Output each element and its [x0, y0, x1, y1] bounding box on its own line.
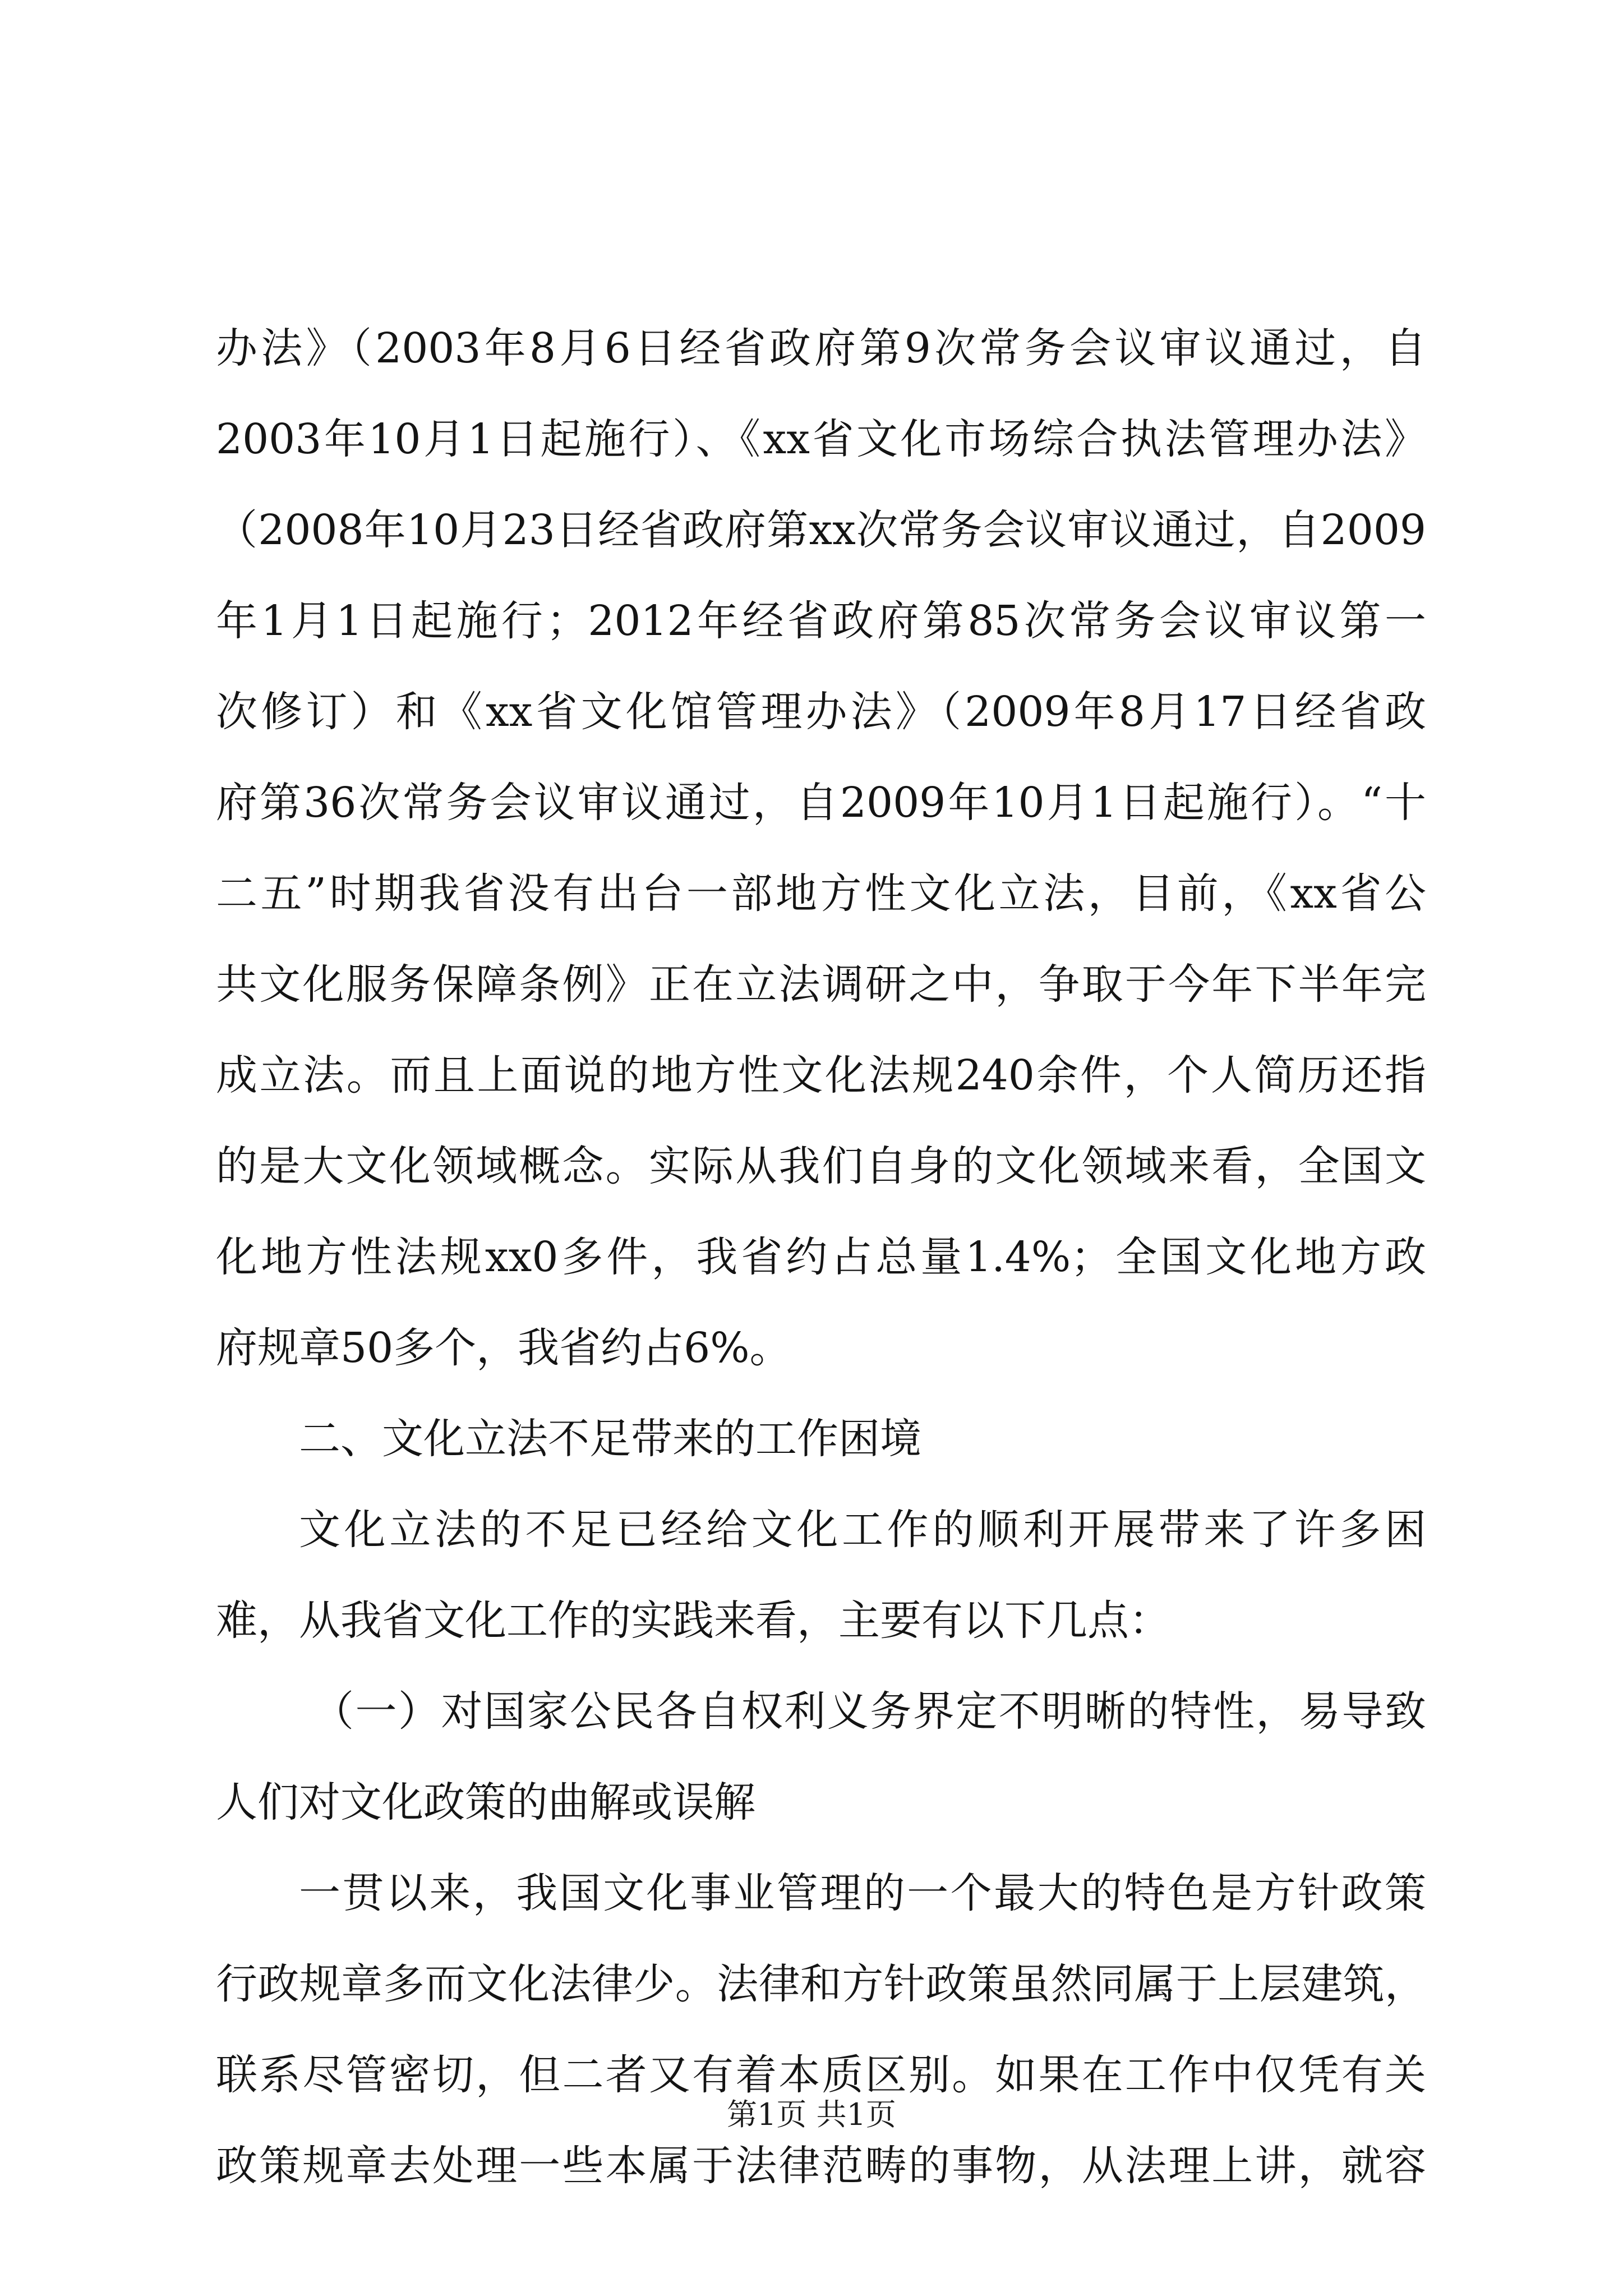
- page-footer: 第1页 共1页: [727, 2097, 896, 2132]
- text-line: 联系尽管密切，但二者又有着本质区别。如果在工作中仅凭有关: [216, 2051, 1426, 2099]
- text-line: 文化立法的不足已经给文化工作的顺利开展带来了许多困: [299, 1506, 1426, 1554]
- text-line: 成立法。而且上面说的地方性文化法规240余件，个人简历还指: [216, 1051, 1426, 1099]
- text-line: 2003年10月1日起施行）、《xx省文化市场综合执法管理办法》: [216, 415, 1426, 463]
- body-text: [216, 303, 1426, 2211]
- text-line: 府规章50多个，我省约占6%。: [216, 1324, 791, 1372]
- text-line: 的是大文化领域概念。实际从我们自身的文化领域来看，全国文: [216, 1142, 1426, 1190]
- text-line: 次修订）和《xx省文化馆管理办法》（2009年8月17日经省政: [216, 688, 1426, 736]
- text-line: （2008年10月23日经省政府第xx次常务会议审议通过，自2009: [216, 506, 1426, 554]
- text-line: 行政规章多而文化法律少。法律和方针政策虽然同属于上层建筑，: [216, 1960, 1426, 2008]
- text-line: 二五”时期我省没有出台一部地方性文化立法，目前，《xx省公: [216, 869, 1426, 918]
- text-line: 府第36次常务会议审议通过，自2009年10月1日起施行）。“十: [216, 779, 1426, 827]
- section-heading: 二、文化立法不足带来的工作困境: [299, 1415, 921, 1463]
- text-line: 难，从我省文化工作的实践来看，主要有以下几点：: [216, 1596, 1170, 1645]
- text-line: 化地方性法规xx0多件，我省约占总量1.4%；全国文化地方政: [216, 1233, 1426, 1281]
- subsection-heading-cont: 人们对文化政策的曲解或误解: [216, 1778, 755, 1826]
- text-line: 年1月1日起施行；2012年经省政府第85次常务会议审议第一: [216, 597, 1426, 645]
- subsection-heading: （一）对国家公民各自权利义务界定不明晰的特性，易导致: [312, 1687, 1426, 1736]
- text-line: 办法》（2003年8月6日经省政府第9次常务会议审议通过，自: [216, 324, 1426, 372]
- text-line: 共文化服务保障条例》正在立法调研之中，争取于今年下半年完: [216, 960, 1426, 1009]
- text-line: 政策规章去处理一些本属于法律范畴的事物，从法理上讲，就容: [216, 2142, 1426, 2190]
- text-line: 一贯以来，我国文化事业管理的一个最大的特色是方针政策: [299, 1869, 1426, 1917]
